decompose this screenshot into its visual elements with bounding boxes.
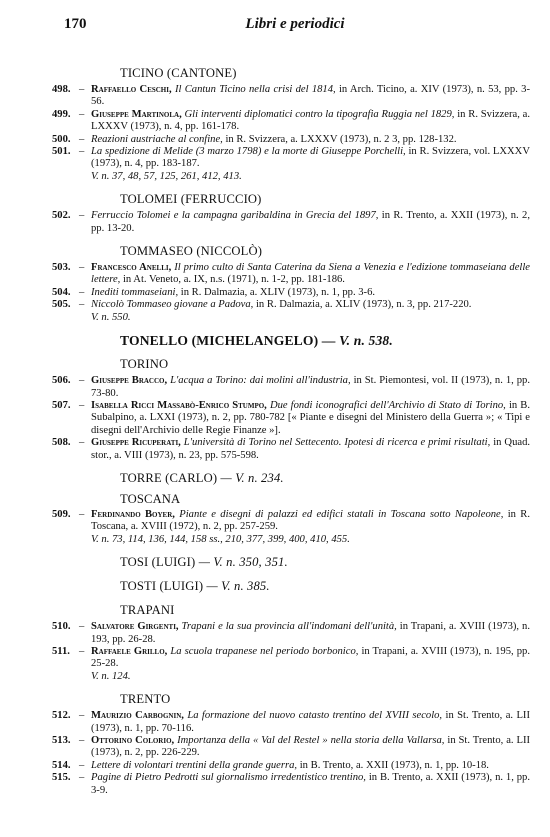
- section-heading: [120, 471, 530, 486]
- entry-source: in B. Subalpino, a. LXXI (1973), n. 2, pp. 780-782 [« Piante e disegni del Ministero della Guerra »; « Tipi e disegni dell'Archivio delle Regie Finanze »].: [91, 399, 530, 436]
- bibliography-entry: [52, 646, 530, 683]
- entry-dash: –: [79, 772, 85, 784]
- entry-title: Reazioni austriache al confine,: [91, 133, 223, 145]
- bibliography-entry: [52, 146, 530, 183]
- section-heading: [120, 555, 530, 570]
- bibliography-entry: [52, 375, 530, 400]
- entry-dash: –: [79, 299, 85, 311]
- entry-dash: –: [79, 399, 85, 411]
- entry-number: 506.: [52, 375, 71, 387]
- entry-title: Inediti tommaseiani,: [91, 286, 179, 298]
- section-cross-reference: — V. n. 385.: [206, 579, 270, 594]
- bibliography-entry: [52, 621, 530, 646]
- entry-number: 513.: [52, 735, 71, 746]
- entry-source: in Arch. Ticino, a. XIV (1973), n. 53, pp. 3-56.: [91, 84, 530, 108]
- entry-source: in R. Svizzera, a. LXXXV (1973), n. 4, pp. 161-178.: [91, 108, 531, 133]
- entry-cross-reference: V. n. 73, 114, 136, 144, 158 ss., 210, 377, 399, 400, 410, 455.: [91, 533, 350, 545]
- entry-dash: –: [79, 84, 85, 95]
- entry-source: in At. Veneto, a. IX, n.s. (1971), n. 1-2, pp. 181-186.: [122, 274, 345, 286]
- entry-text: [91, 621, 530, 646]
- entry-title: Piante e disegni di palazzi ed edifici statali in Toscana sotto Napoleone,: [179, 508, 504, 520]
- entry-number: 498.: [52, 84, 71, 95]
- entry-source: in R. Toscana, a. XVIII (1972), n. 2, pp. 257-259.: [91, 508, 531, 533]
- entry-source: in R. Trento, a. XXII (1973), n. 2, pp. 13-20.: [91, 210, 530, 234]
- bibliography-entry: [52, 509, 530, 546]
- entry-number: 515.: [52, 772, 71, 784]
- entry-text: [91, 146, 530, 183]
- running-title: Libri e periodici: [245, 16, 345, 32]
- entry-dash: –: [79, 210, 85, 222]
- section-heading-text: TRAPANI: [120, 603, 175, 618]
- entry-dash: –: [79, 710, 85, 722]
- entry-dash: –: [79, 286, 85, 298]
- entry-author: Raffaello Ceschi,: [91, 84, 172, 95]
- entry-cross-reference: V. n. 550.: [91, 311, 131, 323]
- section-heading: [120, 357, 530, 372]
- entry-title: Ferruccio Tolomei e la campagna garibaldina in Grecia del 1897,: [91, 210, 379, 222]
- entry-author: Francesco Anelli,: [91, 262, 172, 274]
- entry-source: in Trapani, a. XVIII (1973), n. 193, pp. 26-28.: [91, 621, 530, 645]
- entry-title: Il primo culto di Santa Caterina da Siena a Venezia e l'edizione tommaseiana delle lettere,: [91, 262, 530, 286]
- section-heading: [120, 692, 530, 707]
- section-heading: [120, 66, 530, 81]
- entry-dash: –: [79, 645, 85, 657]
- section-heading-text: TOSCANA: [120, 491, 181, 506]
- section-heading: [120, 579, 530, 594]
- entry-text: [91, 134, 530, 146]
- entry-source: in R. Dalmazia, a. XLIV (1973), n. 3, pp. 217-220.: [255, 299, 472, 311]
- entry-text: [91, 710, 530, 735]
- entry-title: L'università di Torino nel Settecento. Ipotesi di ricerca e primi risultati,: [183, 437, 491, 449]
- section-heading-text: TOMMASEO (NICCOLÒ): [120, 244, 263, 259]
- section-cross-reference: — V. n. 538.: [321, 333, 393, 349]
- bibliography-content: [52, 66, 530, 797]
- entry-title: Niccolò Tommaseo giovane a Padova,: [91, 299, 254, 311]
- entry-text: [91, 109, 530, 134]
- entry-text: [91, 287, 530, 299]
- entry-text: [91, 437, 530, 462]
- section-cross-reference: — V. n. 350, 351.: [198, 555, 288, 570]
- entry-source: in St. Piemontesi, vol. II (1973), n. 1, pp. 73-80.: [91, 375, 530, 399]
- entry-dash: –: [79, 146, 85, 158]
- entry-author: Giuseppe Martinola,: [91, 108, 182, 120]
- entry-number: 504.: [52, 286, 71, 298]
- entry-title: L'acqua a Torino: dai molini all'industria,: [170, 375, 351, 387]
- entry-dash: –: [79, 508, 85, 520]
- entry-source: in R. Svizzera, a. LXXXV (1973), n. 2 3, pp. 128-132.: [225, 133, 457, 145]
- section-heading-text: TORRE (CARLO): [120, 470, 218, 485]
- entry-text: [91, 375, 530, 400]
- entry-title: Importanza della « Val del Restel » nella storia della Vallarsa,: [177, 735, 445, 746]
- bibliography-entry: [52, 210, 530, 235]
- entry-title: La formazione del nuovo catasto trentino del XVIII secolo,: [187, 710, 443, 722]
- entry-author: Raffaele Grillo,: [91, 645, 168, 657]
- section-cross-reference: — V. n. 234.: [220, 470, 284, 485]
- entry-text: [91, 84, 530, 109]
- entry-number: 514.: [52, 759, 71, 771]
- entry-source: in R. Dalmazia, a. XLIV (1973), n. 1, pp. 3-6.: [180, 286, 376, 298]
- section-heading: [120, 192, 530, 207]
- entry-source: in St. Trento, a. LII (1973), n. 1, pp. 70-116.: [91, 710, 530, 734]
- bibliography-entry: [52, 262, 530, 287]
- entry-text: [91, 299, 530, 324]
- entry-title: La spedizione di Melide (3 marzo 1798) e la morte di Giuseppe Porchelli,: [91, 146, 406, 158]
- bibliography-entry: [52, 760, 530, 772]
- entry-text: [91, 400, 530, 437]
- entry-text: [91, 262, 530, 287]
- entry-source: in Trapani, a. XVIII (1973), n. 195, pp. 25-28.: [91, 645, 530, 670]
- entry-text: [91, 760, 530, 772]
- section-heading: [120, 244, 530, 259]
- bibliography-entry: [52, 84, 530, 109]
- bibliography-entry: [52, 287, 530, 299]
- entry-dash: –: [79, 133, 85, 145]
- entry-author: Maurizio Carbognin,: [91, 710, 184, 722]
- bibliography-entry: [52, 735, 530, 760]
- section-heading-text: TOSI (LUIGI): [120, 555, 196, 570]
- entry-number: 510.: [52, 621, 71, 633]
- entry-dash: –: [79, 437, 85, 449]
- bibliography-entry: [52, 299, 530, 324]
- bibliography-entry: [52, 400, 530, 437]
- entry-number: 499.: [52, 108, 71, 120]
- entry-author: Giuseppe Bracco,: [91, 375, 168, 387]
- entry-number: 503.: [52, 262, 71, 274]
- entry-author: Giuseppe Ricuperati,: [91, 437, 181, 449]
- entry-dash: –: [79, 735, 85, 746]
- section-heading-text: TRENTO: [120, 692, 171, 707]
- entry-number: 509.: [52, 508, 71, 520]
- entry-text: [91, 646, 530, 683]
- entry-number: 501.: [52, 146, 71, 158]
- entry-title: Il Cantun Ticino nella crisi del 1814,: [174, 84, 336, 95]
- bibliography-entry: [52, 134, 530, 146]
- entry-title: Trapani e la sua provincia all'indomani dell'unità,: [181, 621, 397, 633]
- entry-title: Pagine di Pietro Pedrotti sul giornalismo irredentistico trentino,: [91, 772, 366, 784]
- entry-number: 502.: [52, 210, 71, 222]
- entry-dash: –: [79, 108, 85, 120]
- section-heading-text: TOLOMEI (FERRUCCIO): [120, 192, 262, 207]
- entry-dash: –: [79, 621, 85, 633]
- page-number: 170: [64, 16, 87, 32]
- entry-cross-reference: V. n. 37, 48, 57, 125, 261, 412, 413.: [91, 170, 242, 182]
- page-header: [64, 16, 526, 38]
- bibliography-entry: [52, 109, 530, 134]
- entry-text: [91, 509, 530, 546]
- entry-author: Ferdinando Boyer,: [91, 508, 175, 520]
- bibliography-entry: [52, 710, 530, 735]
- entry-source: in R. Svizzera, vol. LXXXV (1973), n. 4, pp. 183-187.: [91, 146, 530, 170]
- entry-source: in St. Trento, a. LII (1973), n. 2, pp. 226-229.: [91, 735, 530, 759]
- entry-source: in B. Trento, a. XXII (1973), n. 1, pp. 10-18.: [299, 759, 489, 771]
- entry-title: Due fondi iconografici dell'Archivio di Stato di Torino,: [269, 399, 506, 411]
- entry-title: Gli interventi diplomatici contro la tipografia Ruggia nel 1829,: [184, 108, 455, 120]
- entry-number: 512.: [52, 710, 71, 722]
- entry-text: [91, 210, 530, 235]
- section-heading-text: TORINO: [120, 357, 169, 372]
- entry-dash: –: [79, 375, 85, 387]
- section-heading: [120, 603, 530, 618]
- entry-author: Ottorino Colorio,: [91, 735, 175, 746]
- entry-dash: –: [79, 262, 85, 274]
- bibliography-entry: [52, 437, 530, 462]
- entry-source: in B. Trento, a. XXII (1973), n. 1, pp. 3-9.: [91, 772, 530, 796]
- entry-number: 508.: [52, 437, 71, 449]
- bibliography-entry: [52, 772, 530, 797]
- entry-cross-reference: V. n. 124.: [91, 670, 131, 682]
- entry-number: 505.: [52, 299, 71, 311]
- entry-dash: –: [79, 759, 85, 771]
- section-heading-text: TICINO (CANTONE): [120, 66, 237, 80]
- entry-author: Salvatore Girgenti,: [91, 621, 179, 633]
- entry-source: in Quad. stor., a. VIII (1973), n. 23, pp. 575-598.: [91, 437, 531, 461]
- section-heading-text: TONELLO (MICHELANGELO): [120, 333, 319, 349]
- entry-author: Isabella Ricci Massabò-Enrico Stumpo,: [91, 399, 267, 411]
- entry-text: [91, 772, 530, 797]
- section-heading: [120, 333, 530, 348]
- section-heading-text: TOSTI (LUIGI): [120, 579, 204, 594]
- entry-text: [91, 735, 530, 760]
- entry-number: 500.: [52, 133, 71, 145]
- section-heading: [120, 492, 530, 507]
- entry-title: Lettere di volontari trentini della grande guerra,: [91, 759, 298, 771]
- entry-number: 507.: [52, 399, 71, 411]
- entry-title: La scuola trapanese nel periodo borbonico,: [170, 645, 359, 657]
- entry-number: 511.: [52, 645, 70, 657]
